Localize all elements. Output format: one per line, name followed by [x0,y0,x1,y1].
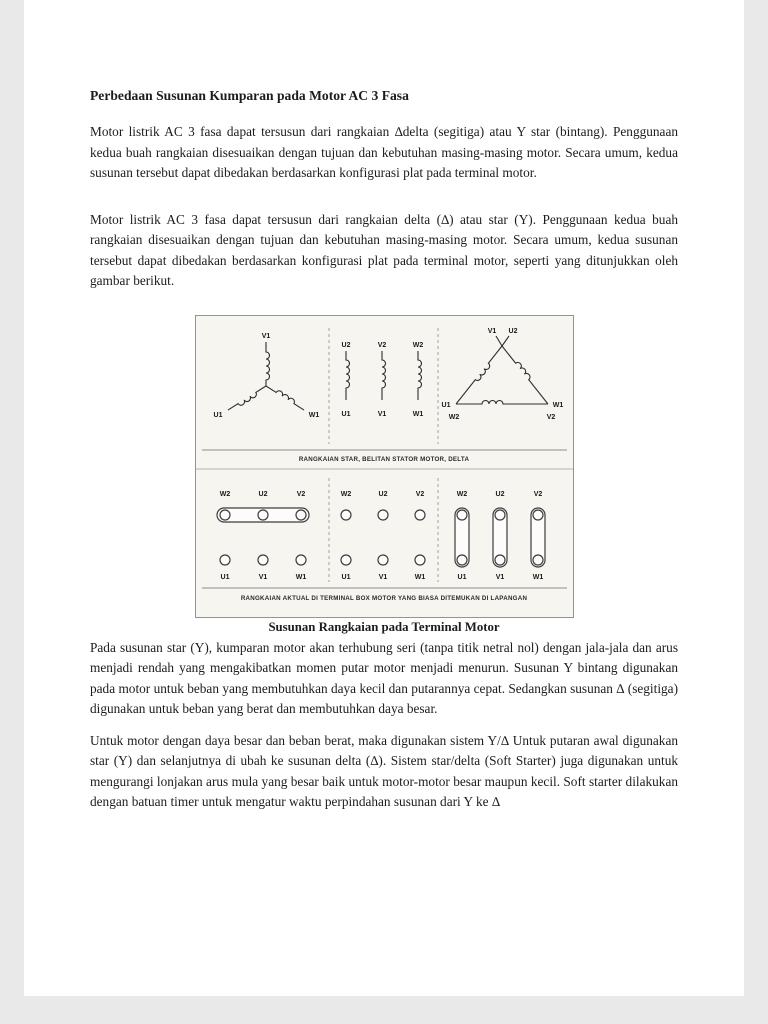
terminal [341,555,351,565]
terminal-section-caption: RANGKAIAN AKTUAL DI TERMINAL BOX MOTOR YANG BIASA DITEMUKAN DI LAPANGAN [240,594,527,602]
terminal-box-star [217,491,309,581]
winding-label: V1 [261,332,270,340]
terminal [378,510,388,520]
stator-coil [418,351,422,400]
terminal [533,555,543,565]
terminal-label: V1 [495,573,504,581]
paragraph-1: Motor listrik AC 3 fasa dapat tersusun dari rangkaian ∆delta (segitiga) atau Y star (bintang). Penggunaan kedua buah rangkaian disesuaikan dengan tujuan dan kebutuhan masing-masing motor. Secara umum, kedua susunan tersebut dapat dibedakan berdasarkan konfigurasi plat pada terminal motor. [90,124,678,180]
winding-label: W1 [552,401,563,409]
terminal [495,510,505,520]
terminal-box-delta [455,491,545,581]
winding-label: V1 [487,327,496,335]
terminal [258,555,268,565]
terminal [378,555,388,565]
star-winding-diagram [213,333,319,419]
terminal-label: W1 [532,573,543,581]
winding-section-caption: RANGKAIAN STAR, BELITAN STATOR MOTOR, DELTA [298,455,469,463]
winding-label: U1 [213,411,222,419]
winding-label: V1 [377,410,386,418]
terminal-label: V1 [258,573,267,581]
terminal-label: U2 [495,490,504,498]
terminal-label: U1 [457,573,466,581]
winding-terminal-svg [196,316,573,617]
delta-winding-diagram [441,328,563,421]
delta-left-coil [456,346,505,406]
terminal [341,510,351,520]
terminal-label: V2 [533,490,542,498]
star-left-coil [227,386,267,413]
winding-label: U1 [441,401,450,409]
stator-coils-diagram [341,342,423,418]
terminal [258,510,268,520]
stator-coil [382,351,386,400]
terminal-label: V2 [415,490,424,498]
paragraph-3: Pada susunan star (Y), kumparan motor akan terhubung seri (tanpa titik netral nol) dengan jala-jala dan arus menjadi rendah yang mengakibatkan momen putar motor menjadi menurun. Susunan Y bintang digunakan pada motor untuk beban yang membutuhkan daya kecil dan putarannya cepat. Sedangkan susunan ∆ (segitiga) digunakan untuk beban yang berat dan membutuhkan daya besar. [90,639,678,716]
terminal [457,555,467,565]
figure-motor-winding-terminal-diagram [195,315,574,618]
star-right-coil [266,383,306,410]
winding-label: W1 [308,411,319,419]
stator-coil [346,351,350,400]
star-top-coil [266,342,270,386]
document-page [24,0,744,996]
terminal-label: W2 [456,490,467,498]
figure-caption: Susunan Rangkaian pada Terminal Motor [268,619,500,634]
winding-label: U1 [341,410,350,418]
delta-apex-leads [496,336,509,346]
winding-label: U2 [508,327,517,335]
terminal [533,510,543,520]
terminal-label: U1 [341,573,350,581]
delta-base-coil [456,400,548,404]
terminal-label: W1 [295,573,306,581]
terminal-box-open [340,491,425,581]
paragraph-4: Untuk motor dengan daya besar dan beban berat, maka digunakan sistem Y/∆ Untuk putaran awal digunakan star (Y) dan selanjutnya di ubah ke susunan delta (∆). Sistem star/delta (Soft Starter) juga digunakan untuk mengurangi lonjakan arus mula yang besar baik untuk motor-motor besar maupun kecil. Soft starter dilakukan dengan batuan timer untuk mengatur waktu perpindahan susunan dari Y ke ∆ [90,732,678,809]
winding-label: V2 [546,413,555,421]
terminal-label: U1 [220,573,229,581]
terminal [220,555,230,565]
terminal [415,510,425,520]
delta-right-coil [502,343,551,403]
winding-label: W2 [412,341,423,349]
winding-label: V2 [377,341,386,349]
paragraph-2: Motor listrik AC 3 fasa dapat tersusun dari rangkaian delta (∆) atau star (Y). Penggunaan kedua buah rangkaian disesuaikan dengan tujuan dan kebutuhan masing-masing motor. Secara umum, kedua susunan tersebut dapat dibedakan berdasarkan konfigurasi plat pada terminal motor, seperti yang ditunjukkan oleh gambar berikut. [90,211,678,288]
winding-label: W2 [448,413,459,421]
document-title: Perbedaan Susunan Kumparan pada Motor AC 3 Fasa [90,88,409,103]
terminal-label: V2 [296,490,305,498]
terminal-label: W2 [340,490,351,498]
terminal-label: V1 [378,573,387,581]
terminal [495,555,505,565]
terminal [296,510,306,520]
terminal [296,555,306,565]
terminal-label: U2 [258,490,267,498]
terminal-label: W2 [219,490,230,498]
winding-label: U2 [341,341,350,349]
terminal [415,555,425,565]
terminal-label: U2 [378,490,387,498]
terminal [220,510,230,520]
winding-label: W1 [412,410,423,418]
terminal [457,510,467,520]
terminal-label: W1 [414,573,425,581]
